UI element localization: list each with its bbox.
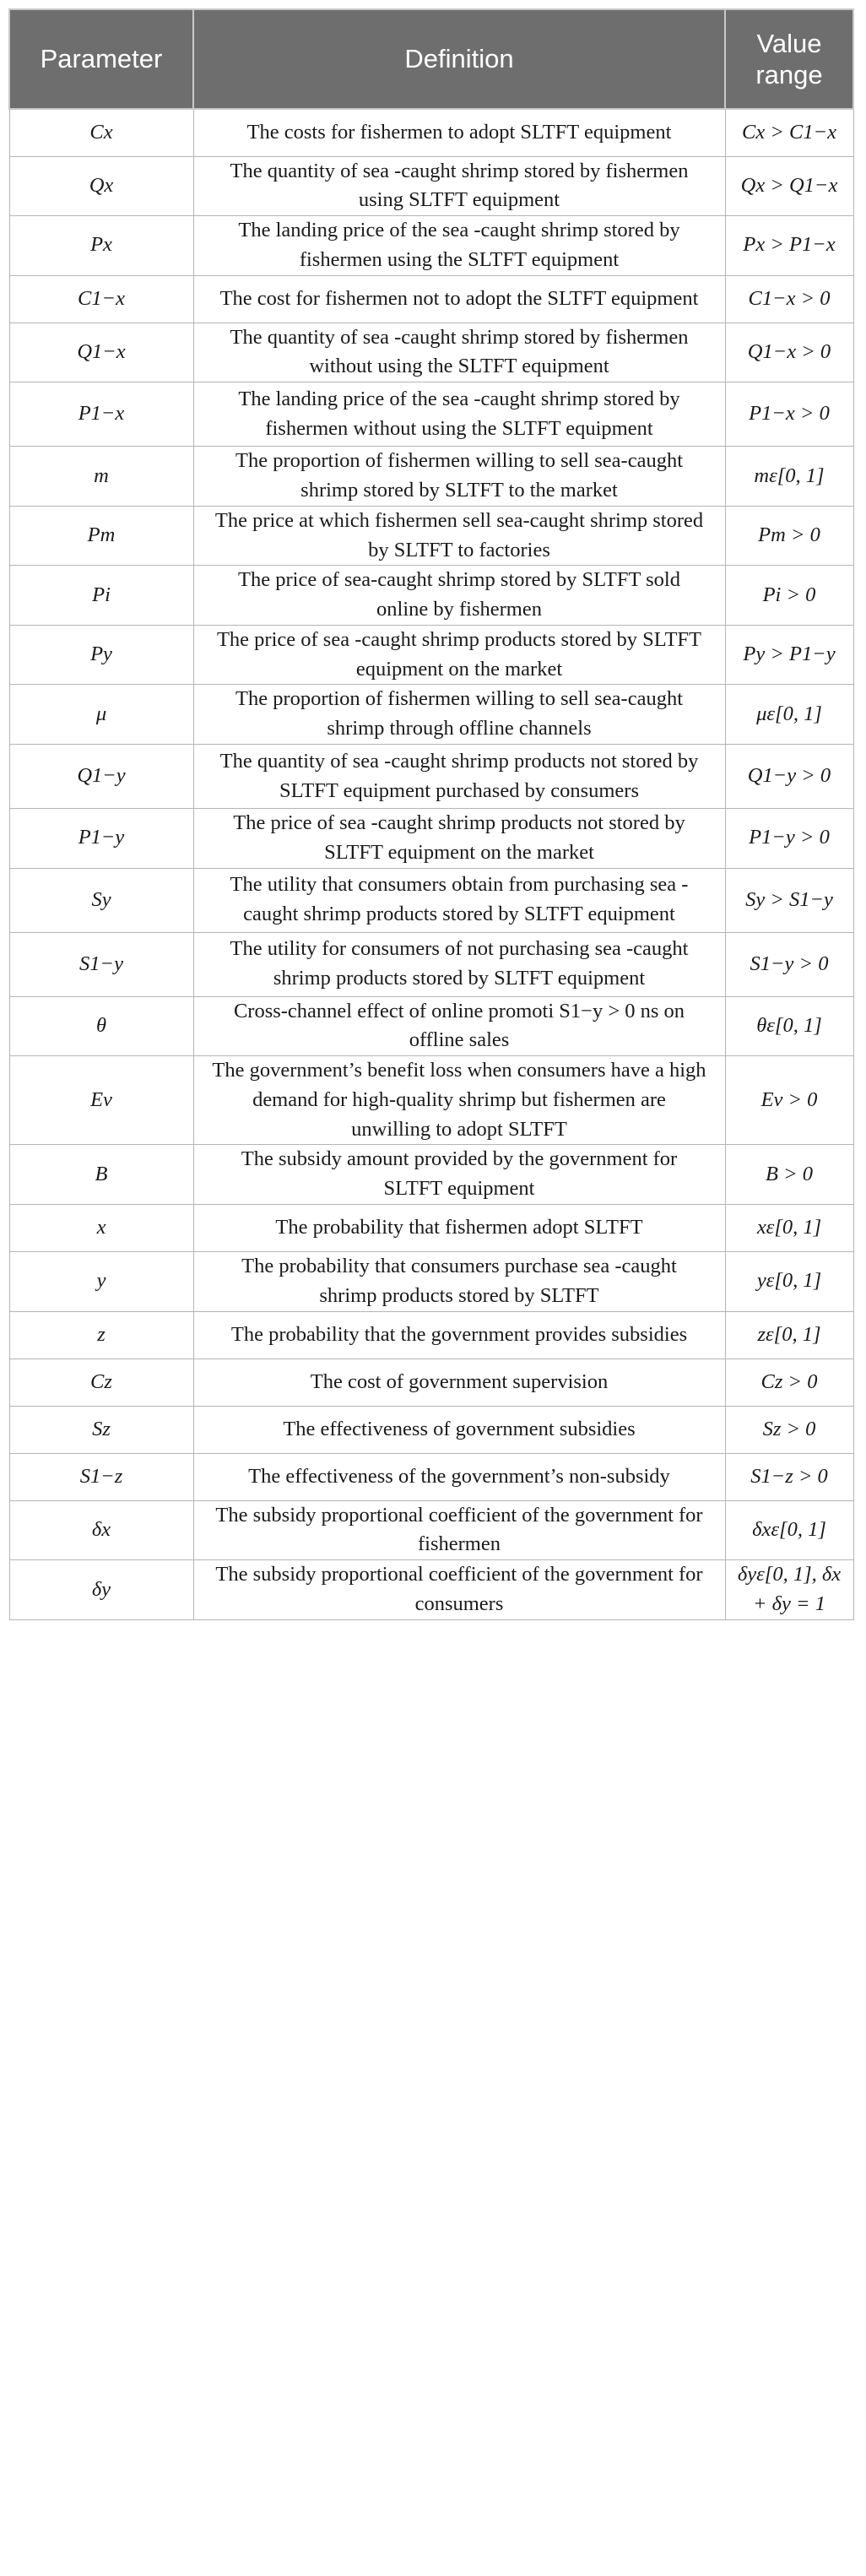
parameter-symbol: μ <box>9 685 193 745</box>
parameter-value-range: P1−x > 0 <box>725 382 853 447</box>
parameter-symbol: Ev <box>9 1056 193 1145</box>
table-row <box>9 1453 853 1500</box>
table-row <box>9 382 853 447</box>
parameter-value-range: με[0, 1] <box>725 685 853 745</box>
table-row <box>9 1406 853 1453</box>
table-row <box>9 868 853 932</box>
table-row <box>9 216 853 276</box>
parameter-symbol: S1−y <box>9 932 193 996</box>
parameter-definition: The subsidy proportional coefficient of the government for consumers <box>193 1560 725 1620</box>
parameter-definition: The price at which fishermen sell sea-caught shrimp stored by SLTFT to factories <box>193 506 725 566</box>
parameter-symbol: Q1−x <box>9 323 193 382</box>
parameter-value-range: Pi > 0 <box>725 566 853 626</box>
parameter-symbol: Qx <box>9 156 193 216</box>
parameter-definition: The probability that fishermen adopt SLTFT <box>193 1205 725 1252</box>
parameter-table <box>8 8 854 1620</box>
parameter-table-container <box>8 8 852 1620</box>
parameter-definition: The subsidy amount provided by the government for SLTFT equipment <box>193 1145 725 1205</box>
parameter-symbol: Q1−y <box>9 745 193 809</box>
parameter-symbol: Sz <box>9 1406 193 1453</box>
parameter-value-range: Cz > 0 <box>725 1359 853 1406</box>
table-row <box>9 1500 853 1560</box>
parameter-value-range: Qx > Q1−x <box>725 156 853 216</box>
table-row <box>9 1145 853 1205</box>
parameter-definition: The utility for consumers of not purchasing sea -caught shrimp products stored by SLTFT equipment <box>193 932 725 996</box>
parameter-value-range: Q1−y > 0 <box>725 745 853 809</box>
parameter-symbol: P1−x <box>9 382 193 447</box>
parameter-definition: The costs for fishermen to adopt SLTFT equipment <box>193 109 725 156</box>
table-row <box>9 685 853 745</box>
parameter-value-range: δxε[0, 1] <box>725 1500 853 1560</box>
parameter-definition: The quantity of sea -caught shrimp stored by fishermen without using the SLTFT equipment <box>193 323 725 382</box>
parameter-value-range: Ev > 0 <box>725 1056 853 1145</box>
parameter-symbol: θ <box>9 996 193 1056</box>
table-row <box>9 566 853 626</box>
table-row <box>9 1359 853 1406</box>
parameter-value-range: Px > P1−x <box>725 216 853 276</box>
parameter-definition: The probability that consumers purchase sea -caught shrimp products stored by SLTFT <box>193 1252 725 1312</box>
parameter-value-range: Q1−x > 0 <box>725 323 853 382</box>
parameter-value-range: Cx > C1−x <box>725 109 853 156</box>
parameter-symbol: P1−y <box>9 809 193 869</box>
table-row <box>9 323 853 382</box>
table-row <box>9 156 853 216</box>
header-value-range: Value range <box>725 9 853 109</box>
parameter-value-range: P1−y > 0 <box>725 809 853 869</box>
parameter-symbol: Cx <box>9 109 193 156</box>
table-row <box>9 625 853 685</box>
parameter-symbol: Cz <box>9 1359 193 1406</box>
parameter-value-range: yε[0, 1] <box>725 1252 853 1312</box>
table-row <box>9 1056 853 1145</box>
parameter-definition: Cross-channel effect of online promoti S1−y > 0 ns on offline sales <box>193 996 725 1056</box>
parameter-symbol: Px <box>9 216 193 276</box>
parameter-value-range: S1−z > 0 <box>725 1453 853 1500</box>
parameter-value-range: B > 0 <box>725 1145 853 1205</box>
parameter-symbol: z <box>9 1311 193 1359</box>
table-row <box>9 447 853 507</box>
table-row <box>9 1560 853 1620</box>
parameter-definition: The cost of government supervision <box>193 1359 725 1406</box>
parameter-symbol: C1−x <box>9 275 193 323</box>
parameter-symbol: B <box>9 1145 193 1205</box>
parameter-symbol: Sy <box>9 868 193 932</box>
parameter-definition: The proportion of fishermen willing to sell sea-caught shrimp through offline channels <box>193 685 725 745</box>
parameter-symbol: δy <box>9 1560 193 1620</box>
table-row <box>9 109 853 156</box>
table-row <box>9 996 853 1056</box>
parameter-value-range: Pm > 0 <box>725 506 853 566</box>
parameter-definition: The price of sea-caught shrimp stored by SLTFT sold online by fishermen <box>193 566 725 626</box>
parameter-definition: The proportion of fishermen willing to sell sea-caught shrimp stored by SLTFT to the market <box>193 447 725 507</box>
parameter-definition: The probability that the government provides subsidies <box>193 1311 725 1359</box>
parameter-value-range: θε[0, 1] <box>725 996 853 1056</box>
table-row <box>9 1205 853 1252</box>
parameter-symbol: Py <box>9 625 193 685</box>
parameter-definition: The effectiveness of government subsidies <box>193 1406 725 1453</box>
table-row <box>9 1252 853 1312</box>
table-row <box>9 275 853 323</box>
parameter-value-range: mε[0, 1] <box>725 447 853 507</box>
header-definition: Definition <box>193 9 725 109</box>
table-row <box>9 1311 853 1359</box>
parameter-definition: The effectiveness of the government’s non-subsidy <box>193 1453 725 1500</box>
header-parameter: Parameter <box>9 9 193 109</box>
parameter-definition: The subsidy proportional coefficient of the government for fishermen <box>193 1500 725 1560</box>
parameter-value-range: xε[0, 1] <box>725 1205 853 1252</box>
parameter-symbol: δx <box>9 1500 193 1560</box>
parameter-symbol: m <box>9 447 193 507</box>
parameter-value-range: Py > P1−y <box>725 625 853 685</box>
parameter-symbol: Pm <box>9 506 193 566</box>
parameter-value-range: C1−x > 0 <box>725 275 853 323</box>
parameter-definition: The price of sea -caught shrimp products not stored by SLTFT equipment on the market <box>193 809 725 869</box>
parameter-definition: The cost for fishermen not to adopt the SLTFT equipment <box>193 275 725 323</box>
parameter-definition: The landing price of the sea -caught shrimp stored by fishermen using the SLTFT equipment <box>193 216 725 276</box>
parameter-definition: The quantity of sea -caught shrimp stored by fishermen using SLTFT equipment <box>193 156 725 216</box>
parameter-value-range: S1−y > 0 <box>725 932 853 996</box>
table-row <box>9 932 853 996</box>
parameter-definition: The utility that consumers obtain from purchasing sea -caught shrimp products stored by SLTFT equipment <box>193 868 725 932</box>
parameter-symbol: x <box>9 1205 193 1252</box>
parameter-value-range: zε[0, 1] <box>725 1311 853 1359</box>
table-row <box>9 745 853 809</box>
parameter-value-range: Sz > 0 <box>725 1406 853 1453</box>
parameter-symbol: S1−z <box>9 1453 193 1500</box>
parameter-definition: The quantity of sea -caught shrimp products not stored by SLTFT equipment purchased by consumers <box>193 745 725 809</box>
table-row <box>9 506 853 566</box>
table-row <box>9 809 853 869</box>
parameter-symbol: y <box>9 1252 193 1312</box>
parameter-definition: The landing price of the sea -caught shrimp stored by fishermen without using the SLTFT equipment <box>193 382 725 447</box>
parameter-definition: The government’s benefit loss when consumers have a high demand for high-quality shrimp but fishermen are unwilling to adopt SLTFT <box>193 1056 725 1145</box>
parameter-definition: The price of sea -caught shrimp products stored by SLTFT equipment on the market <box>193 625 725 685</box>
parameter-value-range: Sy > S1−y <box>725 868 853 932</box>
parameter-symbol: Pi <box>9 566 193 626</box>
parameter-value-range: δyε[0, 1], δx + δy = 1 <box>725 1560 853 1620</box>
table-header-row <box>9 9 853 109</box>
